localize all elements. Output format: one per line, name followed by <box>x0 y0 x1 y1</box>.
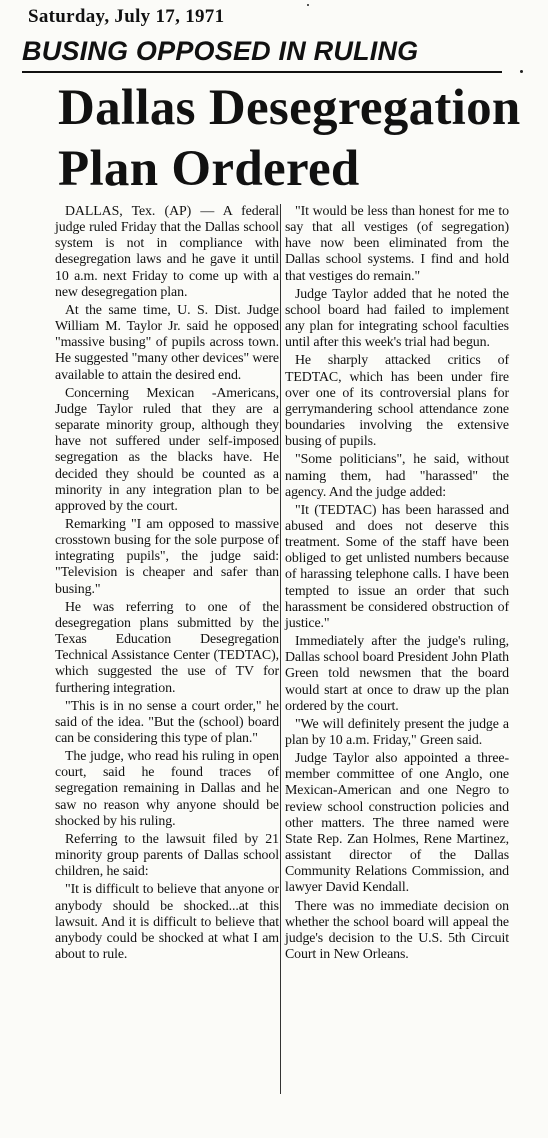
print-speck <box>520 70 523 73</box>
article-paragraph: "Some politicians", he said, without naming them, had "harassed" the agency. And the judge added: <box>285 452 509 500</box>
article-right-column <box>285 204 509 963</box>
article-paragraph: "It would be less than honest for me to say that all vestiges (of segregation) have now been eliminated from the Dallas school systems. I find and hold that vestiges do remain." <box>285 204 509 284</box>
article-paragraph: Judge Taylor added that he noted the school board had failed to implement any plan for integrating school faculties until after this week's trial had begun. <box>285 286 509 351</box>
print-speck <box>307 4 309 6</box>
headline-line-1: Dallas Desegregation <box>58 80 521 136</box>
article-paragraph: Referring to the lawsuit filed by 21 minority group parents of Dallas school children, he said: <box>55 831 279 880</box>
dateline: Saturday, July 17, 1971 <box>28 6 225 27</box>
article-paragraph: There was no immediate decision on whether the school board will appeal the judge's decision to the U.S. 5th Circuit Court in New Orleans. <box>285 898 509 963</box>
article-paragraph: At the same time, U. S. Dist. Judge William M. Taylor Jr. said he opposed "massive busing" of pupils across town. He suggested "many other devices" were available to attain the desired end. <box>55 302 279 383</box>
article-paragraph: Concerning Mexican -Americans, Judge Taylor ruled that they are a separate minority group, although they have not suffered under self-imposed segregation as the blacks have. He decided they should be counted as a minority in any integration plan to be approved by the court. <box>55 385 279 514</box>
article-paragraph: Remarking "I am opposed to massive crosstown busing for the sole purpose of integrating pupils", the judge said: "Television is cheaper and safer than busing." <box>55 516 279 597</box>
main-headline <box>58 78 538 200</box>
article-paragraph: "It is difficult to believe that anyone or anybody should be shocked...at this lawsuit. And it is difficult to believe that anybody could be shocked at what I am about to rule. <box>55 882 279 963</box>
article-paragraph: The judge, who read his ruling in open court, said he found traces of segregation remaining in Dallas and he saw no reason why anyone should be shocked by his ruling. <box>55 749 279 829</box>
headline-line-2: Plan Ordered <box>58 141 360 197</box>
article-paragraph: He sharply attacked critics of TEDTAC, which has been under fire over one of its controversial plans for gerrymandering school attendance zone boundaries involving the extensive busing of pupils. <box>285 353 509 450</box>
column-divider <box>280 204 281 1094</box>
article-paragraph: Immediately after the judge's ruling, Dallas school board President John Plath Green told newsmen that the board would start at once to draw up the plan ordered by the court. <box>285 634 509 714</box>
article-paragraph: He was referring to one of the desegregation plans submitted by the Texas Education Desegregation Technical Assistance Center (TEDTAC), which suggested the use of TV for furthering integration. <box>55 599 279 696</box>
article-paragraph: "This is in no sense a court order," he said of the idea. "But the (school) board can be considering this type of plan." <box>55 698 279 746</box>
article-paragraph: "We will definitely present the judge a plan by 10 a.m. Friday," Green said. <box>285 716 509 748</box>
article-paragraph: DALLAS, Tex. (AP) — A federal judge ruled Friday that the Dallas school system is not in compliance with desegregation laws and he gave it until 10 a.m. next Friday to come up with a new desegregation plan. <box>55 204 279 300</box>
kicker-rule <box>22 71 502 73</box>
article-paragraph: Judge Taylor also appointed a three-member committee of one Anglo, one Mexican-American and one Negro to review school construction policies and other matters. The three named were State Rep. Zan Holmes, Rene Martinez, assistant director of the Dallas Community Relations Commission, and lawyer David Kendall. <box>285 751 509 896</box>
article-left-column <box>55 204 279 963</box>
kicker-headline: BUSING OPPOSED IN RULING <box>22 36 419 66</box>
article-paragraph: "It (TEDTAC) has been harassed and abused and does not deserve this treatment. Some of the staff have been obliged to get unlisted numbers because of harassing telephone calls. I have been tempted to issue an order that such harassment be considered obstruction of justice." <box>285 502 509 631</box>
